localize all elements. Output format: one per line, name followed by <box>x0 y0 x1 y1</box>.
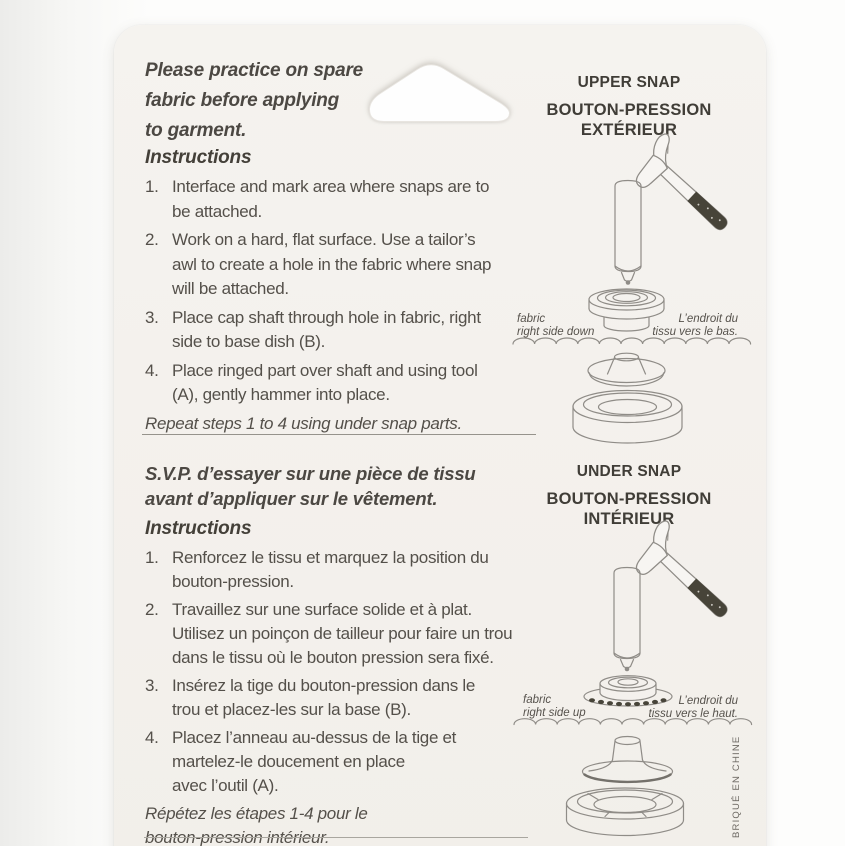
step-line: dans le tissu où le bouton pression sera fixé. <box>172 648 494 667</box>
step-number: 3. <box>145 676 159 695</box>
upper-snap-subtitle: BOUTON-PRESSION <box>546 101 712 119</box>
setting-tool-illustration <box>615 181 641 285</box>
instruction-step <box>145 306 491 355</box>
instruction-step <box>145 175 491 224</box>
section-divider <box>144 837 528 838</box>
label-line: tissu vers le haut. <box>648 707 738 720</box>
note-line: avant d’appliquer sur le vêtement. <box>145 488 438 509</box>
label-line: L’endroit du <box>678 695 738 707</box>
step-line: avec l’outil (A). <box>172 776 279 795</box>
under-snap-title: UNDER SNAP <box>576 463 682 480</box>
instruction-list-en <box>145 175 491 436</box>
step-number: 4. <box>145 728 159 747</box>
step-line: Utilisez un poinçon de tailleur pour faire un trou <box>172 624 513 643</box>
step-line: Renforcez le tissu et marquez la position du <box>172 548 489 567</box>
setting-tool-illustration <box>614 568 640 672</box>
instruction-step <box>145 359 491 408</box>
instruction-step <box>145 598 512 670</box>
step-line: side to base dish (B). <box>172 332 326 351</box>
fabric-label-en-under <box>523 694 586 719</box>
step-line: awl to create a hole in the fabric where snap <box>172 254 492 274</box>
base-dish-illustration <box>567 788 684 836</box>
step-text <box>172 306 481 355</box>
step-line: will be attached. <box>172 279 289 298</box>
step-text <box>172 228 491 302</box>
upper-snap-title: UPPER SNAP <box>577 74 681 91</box>
label-line: L’endroit du <box>678 313 738 325</box>
note-line: fabric before applying <box>145 90 340 111</box>
label-line: fabric <box>523 694 552 706</box>
stud-part-illustration <box>583 737 673 783</box>
label-line: tissu vers le bas. <box>652 325 738 338</box>
step-line: Placez l’anneau au-dessus de la tige et <box>172 728 457 747</box>
instruction-step <box>145 228 491 302</box>
note-line: Repeat steps 1 to 4 using under snap parts. <box>145 413 462 433</box>
made-in-china-text: BRIQUÉ EN CHINE <box>731 735 742 838</box>
hammer-icon <box>626 519 745 635</box>
step-line: Interface and mark area where snaps are to <box>172 177 490 196</box>
step-line: Insérez la tige du bouton-pression dans le <box>172 676 476 695</box>
repeat-note-en <box>145 412 491 437</box>
step-line: be attached. <box>172 201 262 221</box>
under-snap-subtitle: BOUTON-PRESSION <box>546 490 712 508</box>
instruction-step <box>145 726 512 798</box>
hang-slot-shape <box>369 65 509 122</box>
step-text <box>172 726 456 798</box>
section-divider <box>142 434 536 435</box>
fabric-line <box>513 338 751 344</box>
step-text <box>172 674 475 722</box>
practice-note-en <box>145 56 363 146</box>
practice-note-fr <box>145 461 476 511</box>
note-line: Please practice on spare <box>145 60 364 81</box>
step-number: 2. <box>145 230 159 249</box>
fabric-label-fr-upper <box>620 313 738 338</box>
instructions-title-en: Instructions <box>145 147 252 168</box>
step-text <box>172 598 512 670</box>
note-line: Répétez les étapes 1-4 pour le <box>145 804 368 823</box>
instruction-step <box>145 546 512 594</box>
under-snap-subtitle: INTÉRIEUR <box>583 510 675 528</box>
label-line: right side up <box>523 706 586 719</box>
repeat-note-fr <box>145 802 512 846</box>
step-line: Place cap shaft through hole in fabric, right <box>172 307 481 327</box>
instructions-title-fr: Instructions <box>145 518 252 539</box>
cap-part-illustration <box>588 353 665 386</box>
label-line: right side down <box>517 325 595 338</box>
step-number: 1. <box>145 548 159 567</box>
step-number: 4. <box>145 360 159 380</box>
step-line: martelez-le doucement en place <box>172 752 405 771</box>
step-line: bouton-pression. <box>172 572 294 591</box>
step-line: Place ringed part over shaft and using tool <box>172 360 478 380</box>
step-number: 2. <box>145 600 159 619</box>
note-line: S.V.P. d’essayer sur une pièce de tissu <box>145 463 476 484</box>
instruction-list-fr <box>145 546 512 846</box>
fabric-label-fr-under <box>620 695 738 720</box>
step-line: Work on a hard, flat surface. Use a tailor’s <box>172 230 476 249</box>
step-number: 1. <box>145 177 159 196</box>
step-line: trou et placez-les sur la base (B). <box>172 700 411 719</box>
note-line: to garment. <box>145 120 247 141</box>
step-text <box>172 546 489 594</box>
fabric-label-en-upper <box>517 313 594 338</box>
note-line: bouton-pression intérieur. <box>145 828 330 846</box>
label-line: fabric <box>517 313 546 325</box>
upper-snap-diagram <box>505 130 770 450</box>
hang-slot <box>364 55 516 127</box>
step-text <box>172 175 489 224</box>
step-line: Travaillez sur une surface solide et à plat. <box>172 600 472 619</box>
step-line: (A), gently hammer into place. <box>172 385 390 404</box>
step-text <box>172 359 478 408</box>
instruction-step <box>145 674 512 722</box>
base-dish-illustration <box>573 391 682 444</box>
hammer-icon <box>626 132 745 248</box>
upper-snap-subtitle: EXTÉRIEUR <box>580 121 678 139</box>
step-number: 3. <box>145 307 159 327</box>
